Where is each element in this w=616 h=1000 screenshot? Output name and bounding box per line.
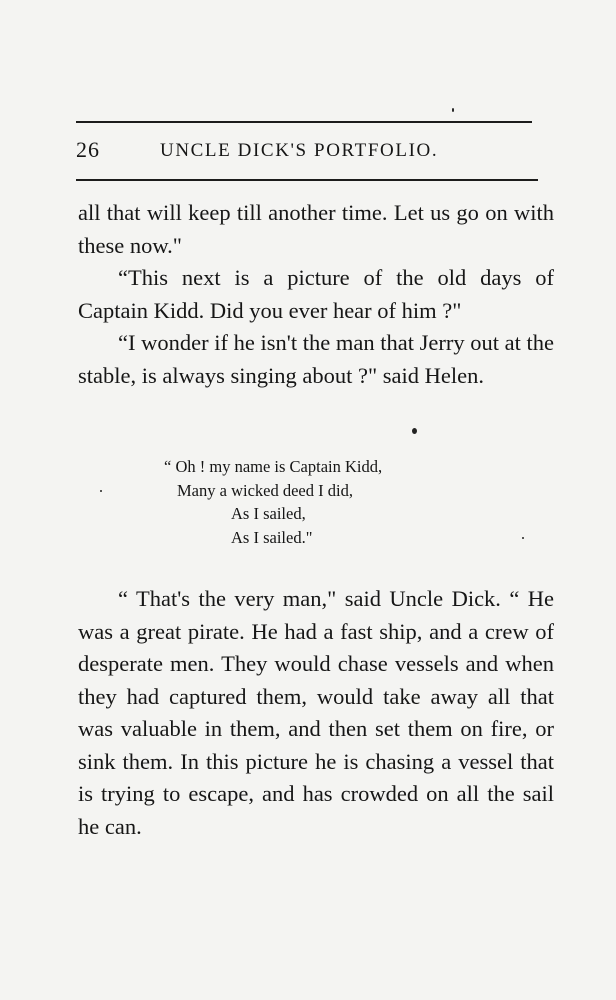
ink-speck [412, 428, 417, 434]
page-header [76, 137, 536, 167]
paragraph-helen: “I wonder if he isn't the man that Jerry out at the stable, is always singing about ?" said Helen. [78, 330, 554, 388]
paragraph-uncle-dick: “ That's the very man," said Uncle Dick. “ He was a great pirate. He had a fast ship, and a crew of desperate men. They would chase vessels and when they had captured them, would take away all that was valuable in them, and then set them on fire, or sink them. In this picture he is chasing a vessel that is trying to escape, and has crowded on all the sail he can. [78, 586, 554, 839]
running-title: UNCLE DICK'S PORTFOLIO. [160, 140, 439, 161]
poem-line: “ Oh ! my name is Captain Kidd, [164, 457, 383, 476]
poem-quote [164, 455, 382, 549]
paragraph-continuation: all that will keep till another time. Let us go on with these now." [78, 200, 554, 258]
poem-line: Many a wicked deed I did, [177, 480, 353, 500]
ink-speck [100, 490, 102, 492]
text-block-bottom [78, 583, 554, 843]
ink-speck [522, 537, 524, 539]
page-number: 26 [76, 137, 100, 162]
poem-line: As I sailed, [231, 504, 306, 523]
poem-line: As I sailed." [231, 527, 313, 547]
text-block-top [78, 197, 554, 392]
header-bottom-rule [76, 179, 538, 181]
header-top-rule [76, 121, 532, 123]
ink-speck [452, 108, 454, 112]
paragraph-captain-kidd: “This next is a picture of the old days of Captain Kidd. Did you ever hear of him ?" [78, 265, 554, 323]
